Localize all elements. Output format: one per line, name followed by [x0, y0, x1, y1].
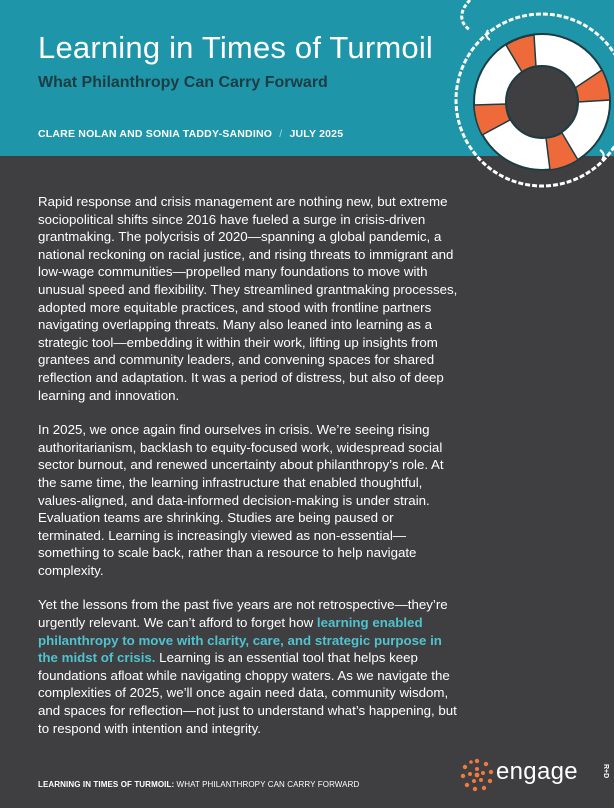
- article-body: [38, 193, 458, 754]
- logo-suffix: R+D: [602, 764, 609, 779]
- authors: CLARE NOLAN AND SONIA TADDY-SANDINO: [38, 128, 273, 140]
- paragraph-3-text: Yet the lessons from the past five years are not retrospective—they’re urgently relevant. We can’t afford to forget how: [38, 597, 448, 631]
- byline-separator: /: [279, 128, 283, 140]
- paragraph-3: [38, 596, 458, 737]
- paragraph-3-text-end: Learning is an essential tool that helps keep foundations afloat while navigating choppy waters. As we navigate the complexities of 2025, we’ll once again need data, community wisdom, and spaces for reflection—not just to understand what’s happening, but to respond with intention and integrity.: [38, 650, 457, 736]
- engage-dots-logo: [460, 758, 494, 792]
- highlighted-link-text: learning enabled philanthropy to move with clarity, care, and strategic purpose in the midst of crisis.: [38, 615, 442, 666]
- engage-logo: [460, 758, 610, 790]
- footer-title-rest: WHAT PHILANTHROPY CAN CARRY FORWARD: [174, 780, 360, 789]
- byline: [38, 128, 343, 140]
- footer-running-title: [38, 780, 359, 789]
- logo-wordmark: engage: [496, 758, 578, 785]
- page-title: Learning in Times of Turmoil: [38, 30, 433, 65]
- page-subtitle: What Philanthropy Can Carry Forward: [38, 74, 328, 91]
- paragraph-2: In 2025, we once again find ourselves in crisis. We’re seeing rising authoritarianism, backlash to equity-focused work, widespread social sector burnout, and renewed uncertainty about philanthropy’s role. At the same time, the learning infrastructure that enabled thoughtful, values-aligned, and data-informed decision-making is under strain. Evaluation teams are shrinking. Studies are being paused or terminated. Learning is increasingly viewed as non-essential—something to scale back, rather than a resource to help navigate complexity.: [38, 422, 444, 578]
- footer-title-bold: LEARNING IN TIMES OF TURMOIL:: [38, 780, 175, 789]
- lifebuoy-icon: [430, 0, 614, 200]
- paragraph-1: Rapid response and crisis management are nothing new, but extreme sociopolitical shifts since 2016 have fueled a surge in crisis-driven grantmaking. The polycrisis of 2020—spanning a global pandemic, a national reckoning on racial justice, and rising threats to immigrant and low-wage communities—propelled many foundations to move with unusual speed and flexibility. They streamlined grantmaking processes, adopted more equitable practices, and stood with frontline partners navigating overlapping threats. Many also leaned into learning as a strategic tool—embedding it within their work, lifting up insights from grantees and community leaders, and convening spaces for shared reflection and adaptation. It was a period of distress, but also of deep learning and innovation.: [38, 194, 458, 403]
- publication-date: JULY 2025: [289, 128, 344, 140]
